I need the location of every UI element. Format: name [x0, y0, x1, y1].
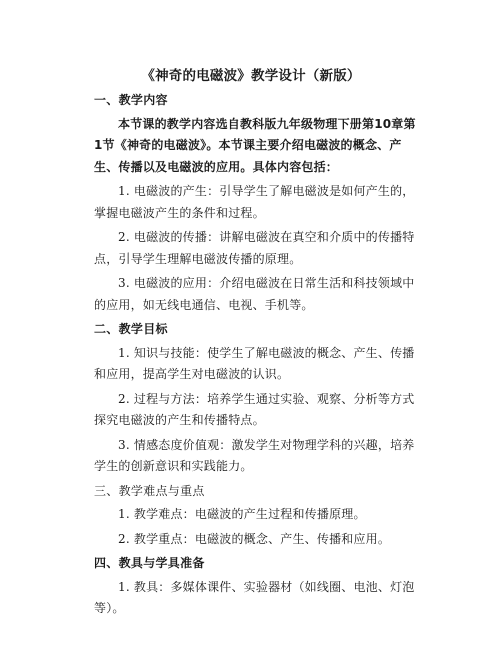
section-difficulties-focus	[94, 481, 419, 551]
document-body	[94, 90, 419, 623]
list-item: 2. 电磁波的传播：讲解电磁波在真空和介质中的传播特点，引导学生理解电磁波传播的原理。	[94, 230, 415, 266]
section-intro: 本节课的教学内容选自教科版九年级物理下册第10章第1节《神奇的电磁波》。本节课主要介绍电磁波的概念、产生、传播以及电磁波的应用。具体内容包括：	[94, 116, 416, 174]
list-item: 2. 过程与方法：培养学生通过实验、观察、分析等方式探究电磁波的产生和传播特点。	[94, 391, 415, 427]
list-item: 3. 电磁波的应用：介绍电磁波在日常生活和科技领域中的应用，如无线电通信、电视、手机等。	[94, 276, 415, 312]
document-title: 《神奇的电磁波》教学设计（新版）	[141, 68, 361, 84]
list-item: 1. 电磁波的产生：引导学生了解电磁波是如何产生的，掌握电磁波产生的条件和过程。	[94, 184, 415, 220]
list-item: 2. 教学重点：电磁波的概念、产生、传播和应用。	[118, 531, 391, 546]
section-teaching-content	[94, 90, 419, 316]
list-item: 1. 教具：多媒体课件、实验器材（如线圈、电池、灯泡等）。	[94, 579, 415, 615]
list-item: 1. 知识与技能：使学生了解电磁波的概念、产生、传播和应用，提高学生对电磁波的认识。	[94, 345, 415, 381]
section-heading: 二、教学目标	[94, 322, 168, 336]
section-heading: 四、教具与学具准备	[94, 556, 205, 570]
section-teaching-goals	[94, 319, 419, 478]
section-teaching-aids	[94, 553, 419, 620]
section-heading: 一、教学内容	[94, 93, 168, 107]
list-item: 1. 教学难点：电磁波的产生过程和传播原理。	[118, 507, 366, 521]
section-heading: 三、教学难点与重点	[94, 483, 205, 498]
list-item: 3. 情感态度价值观：激发学生对物理学科的兴趣，培养学生的创新意识和实践能力。	[94, 437, 415, 473]
